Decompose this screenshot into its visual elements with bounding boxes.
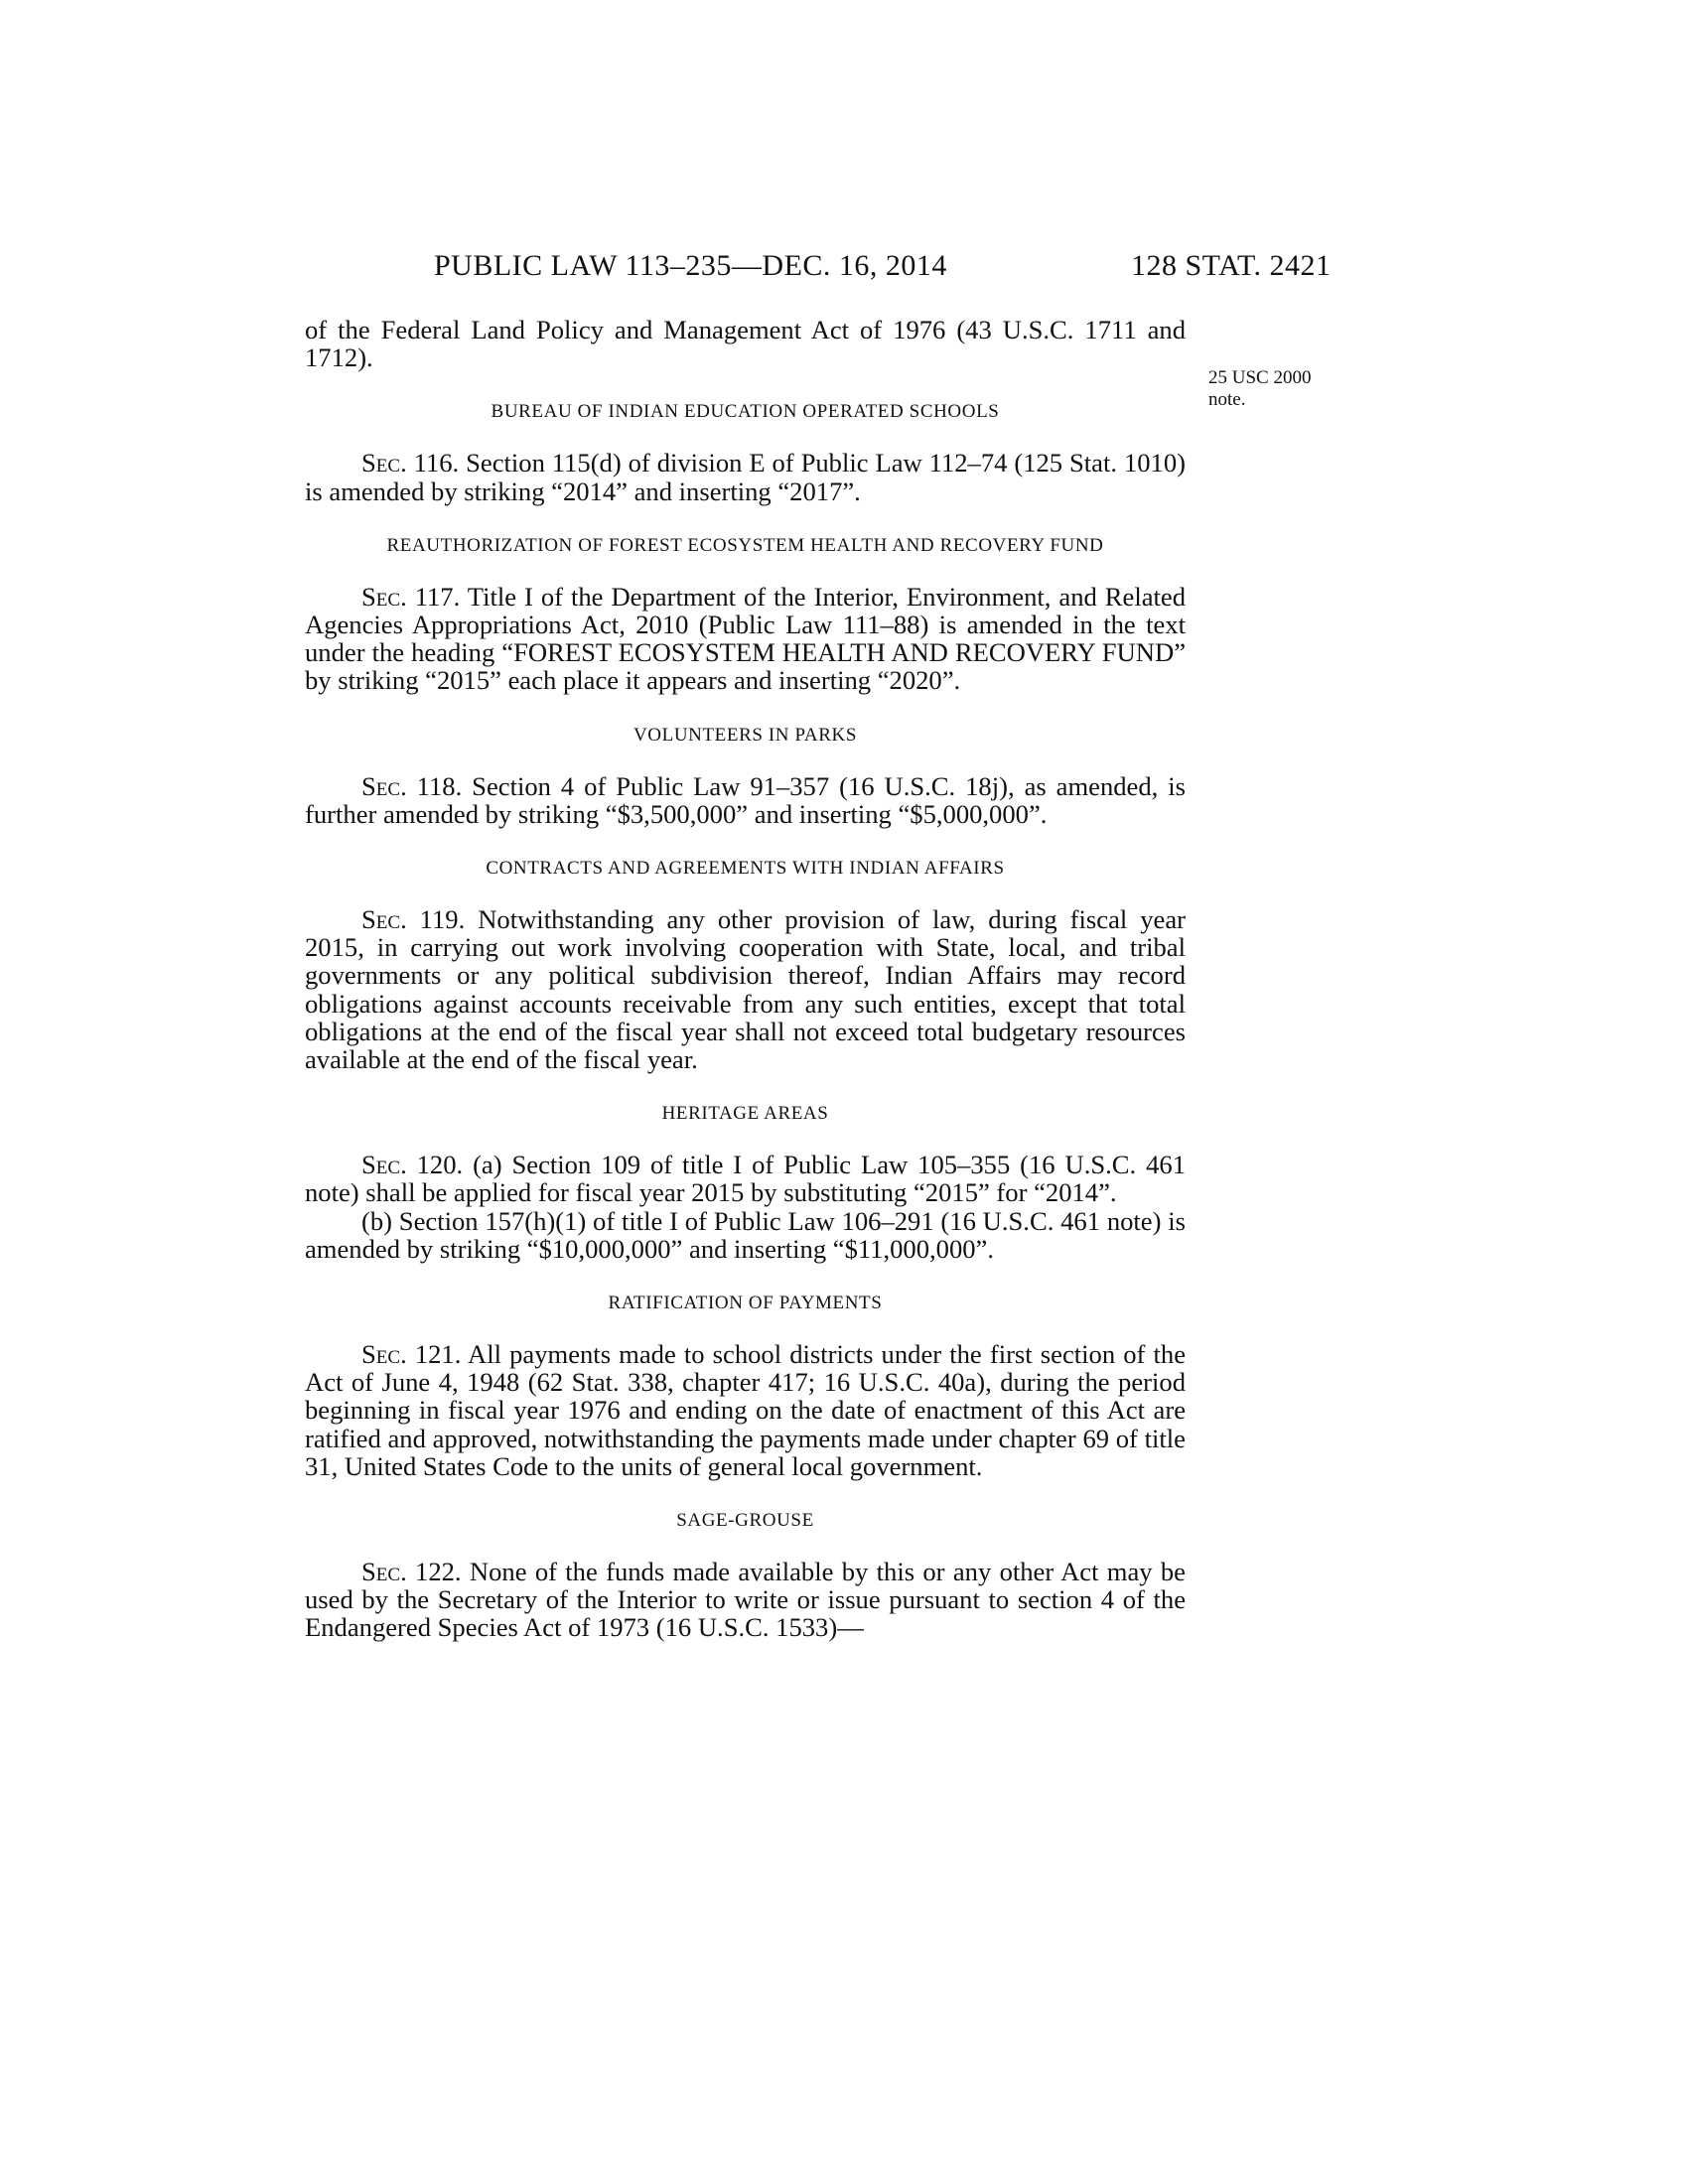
section-text: 120. (a) Section 109 of title I of Public Law 105–355 (16 U.S.C. 461 note) shall be applied for fiscal year 2015 by substituting “2015” for “2014”. [305,1150,1186,1208]
section-heading: REAUTHORIZATION OF FOREST ECOSYSTEM HEALTH AND RECOVERY FUND [386,534,1104,556]
section-heading: VOLUNTEERS IN PARKS [633,724,857,746]
section-text: 117. Title I of the Department of the Interior, Environment, and Related Agencies Appropriations Act, 2010 (Public Law 111–88) is amended in the text under the heading “FOREST ECOSYSTEM HEALTH AND RECOVERY FUND” by striking “2015” each place it appears and inserting “2020”. [305,581,1186,696]
section-label: Sec. [361,1339,407,1370]
section-heading: SAGE-GROUSE [676,1510,814,1532]
section-label: Sec. [361,1150,407,1180]
margin-note-citation: 25 USC 2000 [1208,367,1312,388]
section-text: 116. Section 115(d) of division E of Public Law 112–74 (125 Stat. 1010) is amended by striking “2014” and inserting “2017”. [305,448,1186,506]
section-text: 118. Section 4 of Public Law 91–357 (16 U.S.C. 18j), as amended, is further amended by striking “$3,500,000” and inserting “$5,000,000”. [305,770,1186,829]
statute-text [305,316,1186,1642]
public-law-citation: PUBLIC LAW 113–235—DEC. 16, 2014 [434,249,947,282]
margin-note-suffix: note. [1208,389,1246,410]
section-paragraph [305,583,1186,695]
statute-page-number: 128 STAT. 2421 [1131,249,1332,282]
section-label: Sec. [361,1557,407,1587]
margin-note [1208,367,1357,411]
section-label: Sec. [361,448,407,478]
section-paragraph [305,905,1186,1073]
running-head [0,246,1688,286]
section-heading: HERITAGE AREAS [661,1103,829,1125]
section-text: 122. None of the funds made available by this or any other Act may be used by the Secretary of the Interior to write or issue pursuant to section 4 of the Endangered Species Act of 1973 (16 U.S.C. 1533)— [305,1557,1186,1643]
section-label: Sec. [361,581,407,612]
section-label: Sec. [361,770,407,801]
section-paragraph [305,772,1186,828]
section-paragraph [305,1558,1186,1642]
section-heading: CONTRACTS AND AGREEMENTS WITH INDIAN AFFAIRS [486,858,1005,880]
section-paragraph [305,449,1186,504]
section-label: Sec. [361,904,407,935]
section-heading: BUREAU OF INDIAN EDUCATION OPERATED SCHOOLS [491,401,1000,423]
section-text: 121. All payments made to school districts under the first section of the Act of June 4, 1948 (62 Stat. 338, chapter 417; 16 U.S.C. 40a), during the period beginning in fiscal year 1976 and ending on the date of enactment of this Act are ratified and approved, notwithstanding the payments made under chapter 69 of title 31, United States Code to the units of general local government. [305,1339,1186,1481]
continuation-paragraph: of the Federal Land Policy and Management Act of 1976 (43 U.S.C. 1711 and 1712). [305,315,1186,373]
section-paragraph [305,1340,1186,1480]
section-heading: RATIFICATION OF PAYMENTS [608,1293,883,1314]
section-text: 119. Notwithstanding any other provision of law, during fiscal year 2015, in carrying out work involving cooperation with State, local, and tribal governments or any political subdivision thereof, Indian Affairs may record obligations against accounts receivable from any such entities, except that total obligations at the end of the fiscal year shall not exceed total budgetary resources available at the end of the fiscal year. [305,904,1186,1075]
subsection-paragraph: (b) Section 157(h)(1) of title I of Public Law 106–291 (16 U.S.C. 461 note) is amended by striking “$10,000,000” and inserting “$11,000,000”. [305,1205,1186,1264]
section-paragraph [305,1151,1186,1206]
